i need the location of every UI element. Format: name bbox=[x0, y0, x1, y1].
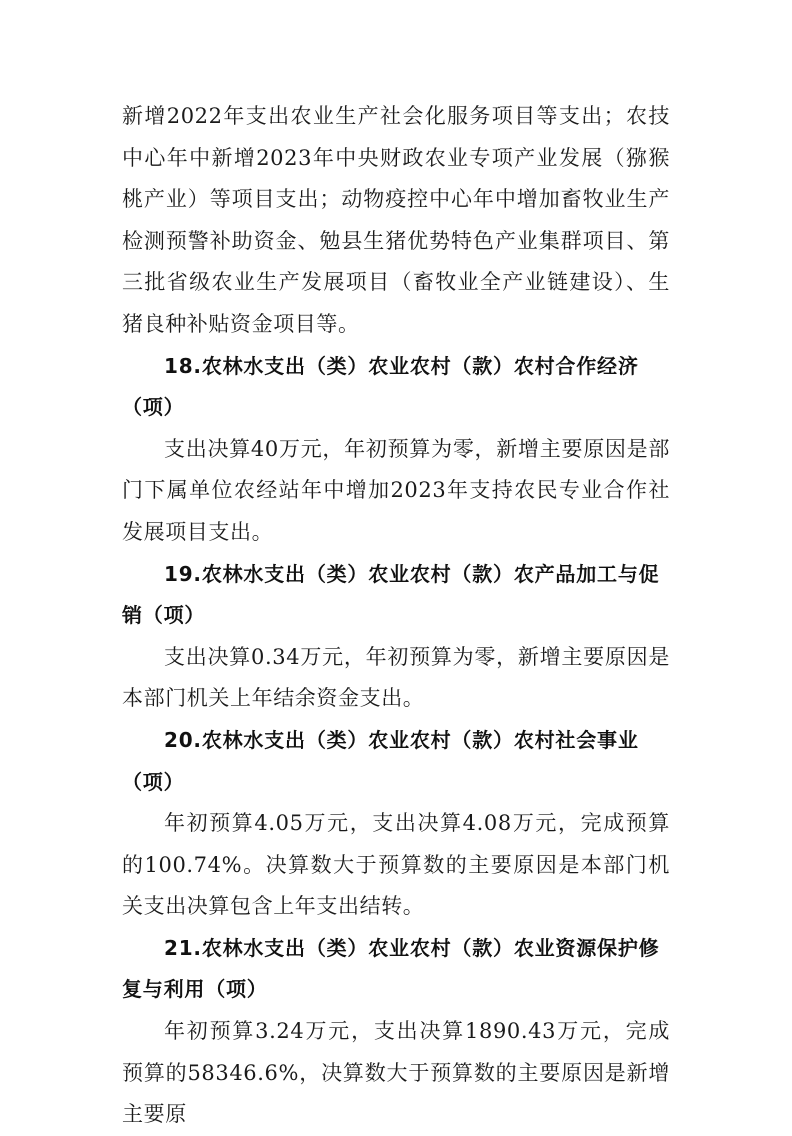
document-body bbox=[122, 96, 670, 1136]
section-21-heading: 21.农林水支出（类）农业农村（款）农业资源保护修复与利用（项） bbox=[122, 935, 660, 1002]
section-19-heading: 19.农林水支出（类）农业农村（款）农产品加工与促销（项） bbox=[122, 561, 660, 628]
section-20-body: 年初预算4.05万元，支出决算4.08万元，完成预算的100.74%。决算数大于预算数的主要原因是本部门机关支出决算包含上年支出结转。 bbox=[122, 811, 670, 919]
section-18-heading: 18.农林水支出（类）农业农村（款）农村合作经济（项） bbox=[122, 353, 639, 420]
section-19-body: 支出决算0.34万元，年初预算为零，新增主要原因是本部门机关上年结余资金支出。 bbox=[122, 644, 670, 711]
continuation-paragraph: 新增2022年支出农业生产社会化服务项目等支出；农技中心年中新增2023年中央财政农业专项产业发展（猕猴桃产业）等项目支出；动物疫控中心年中增加畜牧业生产检测预警补助资金、勉县生猪优势特色产业集群项目、第三批省级农业生产发展项目（畜牧业全产业链建设）、生猪良种补贴资金项目等。 bbox=[122, 104, 670, 336]
section-20-heading: 20.农林水支出（类）农业农村（款）农村社会事业（项） bbox=[122, 727, 639, 794]
section-21-body: 年初预算3.24万元，支出决算1890.43万元，完成预算的58346.6%，决算数大于预算数的主要原因是新增主要原 bbox=[122, 1019, 670, 1127]
section-18-body: 支出决算40万元，年初预算为零，新增主要原因是部门下属单位农经站年中增加2023年支持农民专业合作社发展项目支出。 bbox=[122, 436, 670, 544]
